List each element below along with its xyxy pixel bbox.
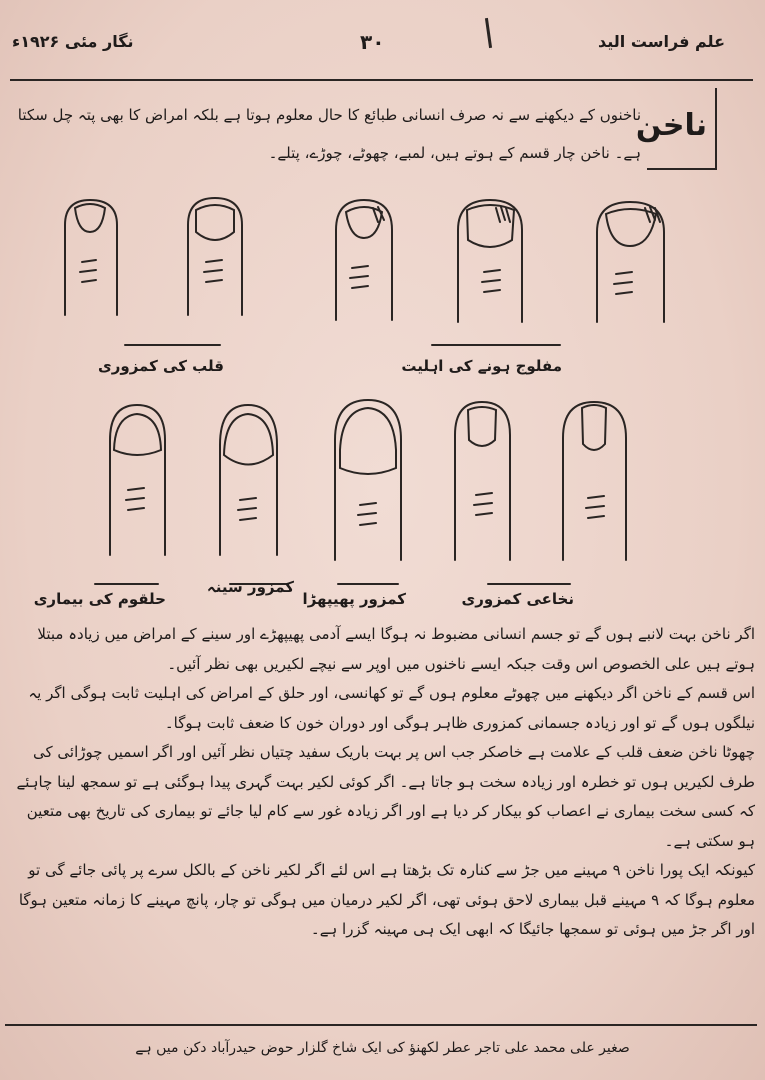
paragraph: اگر ناخن بہت لانبے ہوں گے تو جسم انسانی مضبوط نہ ہوگا ایسے آدمی پھیپھڑے اور سینے کے امراض میں زیادہ مبتلا ہوتے ہیں علی الخصوص اس وقت جبکہ ایسے ناخنوں میں اوپر سے نیچے لکیریں بھی نظر آئیں۔: [37, 625, 755, 673]
paragraph: اس قسم کے ناخن اگر دیکھنے میں چھوٹے معلوم ہوں گے تو کھانسی، اور حلق کے امراض کی اہلیت ثابت ہوگی اگر یہ نیلگوں ہوں گے تو اور زیادہ جسمانی کمزوری ظاہر ہوگی اور دوران خون کا ضعف ثابت ہوگا۔: [28, 684, 755, 732]
finger-illustration-9: [455, 402, 510, 560]
footer-advertisement: صغیر علی محمد علی تاجر عطر لکھنؤ کی ایک شاخ گلزار حوض حیدرآباد دکن میں ہے: [135, 1040, 630, 1056]
caption-weak-lungs: کمزور پھیپھڑا: [302, 590, 406, 608]
intro-paragraph: ناخنوں کے دیکھنے سے نہ صرف انسانی طبائع کا حال معلوم ہوتا ہے بلکہ امراض کا بھی پتہ چل سکتا ہے۔ ناخن چار قسم کے ہوتے ہیں، لمبے، چھوٹے، چوڑے، پتلے۔: [17, 106, 641, 162]
paragraph: چھوٹا ناخن ضعف قلب کے علامت ہے خاصکر جب اس پر بہت باریک سفید چتیاں نظر آئیں اور اگر اسمیں چوڑائی کی طرف لکیریں ہوں تو خطرہ اور زیادہ سخت ہو جاتا ہے۔ اگر کوئی لکیر بہت گہری پیدا ہوگئی ہے تو سمجھ لینا چاہئے کہ کسی سخت بیماری نے اعصاب کو بیکار کر دیا ہے اور اگر زیادہ غور سے کام لیا جائے تو بیماری کی تاریخ بھی متعین ہو سکتی ہے۔: [16, 743, 755, 850]
finger-illustration-10: [563, 402, 626, 560]
caption-paralysis-tendency: مفلوج ہونے کی اہلیت: [401, 357, 562, 375]
page-number: ۳۰: [360, 30, 385, 54]
caption-weak-chest: کمزور سینہ: [206, 578, 294, 596]
finger-illustration-7: [220, 405, 277, 555]
finger-illustration-8: [335, 400, 401, 560]
paragraph: کیونکہ ایک پورا ناخن ۹ مہینے میں جڑ سے کنارہ تک بڑھتا ہے اس لئے اگر لکیر ناخن کے بالکل سرے پر پائی جائے گی تو معلوم ہوگا کہ ۹ مہینے قبل بیماری لاحق ہوئی تھی، اگر لکیر درمیان میں ہوگی تو چار، پانچ مہینے کا زمانہ متعین ہوگا اور اگر جڑ میں ہوئی تو سمجھا جائیگا کہ ابھی ایک ہی مہینہ گزرا ہے۔: [18, 861, 755, 938]
issue-date: نگار مئی ۱۹۲۶ء: [12, 32, 134, 51]
caption-spinal-weakness: نخاعی کمزوری: [461, 590, 574, 608]
footer-rule: [5, 1024, 757, 1026]
finger-illustration-1: [65, 200, 117, 315]
finger-illustration-6: [110, 405, 165, 555]
article-body: [8, 620, 755, 945]
finger-illustration-4: [458, 200, 522, 322]
finger-illustration-2: [188, 198, 242, 315]
caption-heart-weakness: قلب کی کمزوری: [98, 357, 224, 375]
caption-throat-disease: حلقوم کی بیماری: [33, 590, 166, 608]
finger-illustration-3: [336, 200, 392, 320]
section-heading: ناخن: [635, 108, 707, 143]
finger-illustration-5: [597, 202, 664, 322]
book-title: علم فراست الید: [598, 32, 725, 51]
